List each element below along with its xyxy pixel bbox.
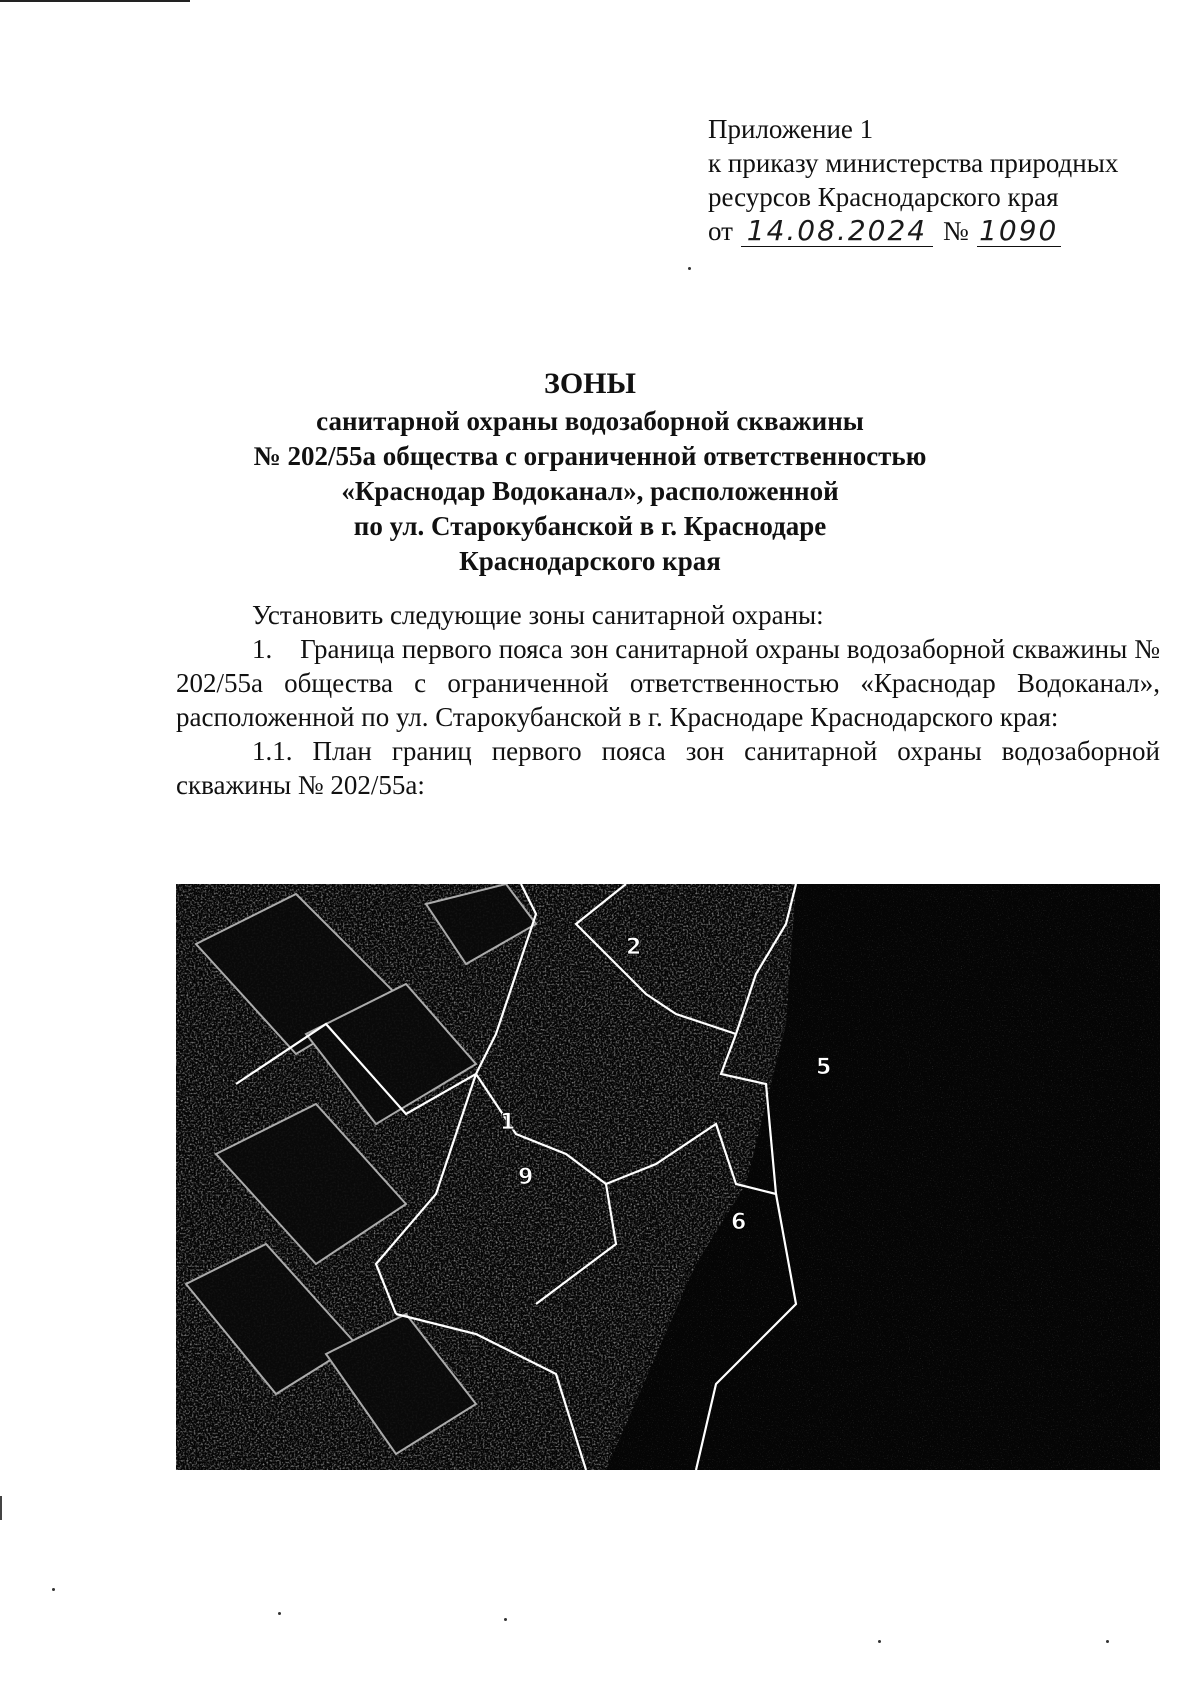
- scan-left-edge-mark: [0, 1496, 2, 1520]
- aerial-map-image: [176, 884, 1160, 1470]
- appendix-header: [708, 112, 1178, 248]
- scan-top-edge-line: [0, 0, 190, 2]
- appendix-ministry: ресурсов Краснодарского края: [708, 182, 1059, 212]
- map-label-1: 1: [500, 1110, 516, 1135]
- handwritten-number: 1090: [977, 216, 1061, 247]
- map-label-9: 9: [518, 1165, 534, 1190]
- title-line-3: «Краснодар Водоканал», расположенной: [341, 476, 839, 506]
- scan-speck: [52, 1588, 55, 1591]
- map-label-5: 5: [816, 1055, 832, 1080]
- paragraph-intro: Установить следующие зоны санитарной охраны:: [252, 600, 824, 630]
- paragraph-item-1-1: 1.1. План границ первого пояса зон санитарной охраны водозаборной скважины № 202/55а:: [176, 736, 1160, 800]
- map-label-2: 2: [626, 935, 642, 960]
- title-line-1: санитарной охраны водозаборной скважины: [316, 406, 864, 436]
- title-line-4: по ул. Старокубанской в г. Краснодаре: [353, 511, 827, 541]
- scan-speck: [878, 1640, 881, 1643]
- paragraph-item-1: 1. Граница первого пояса зон санитарной охраны водозаборной скважины № 202/55а общества с ограниченной ответственностью «Краснодар Водоканал», расположенной по ул. Старокубанской в г. Краснодаре Краснодарского края:: [176, 634, 1160, 732]
- appendix-order-ref: к приказу министерства природных: [708, 148, 1119, 178]
- number-prefix: №: [942, 216, 969, 246]
- date-prefix: от: [708, 216, 733, 246]
- document-title: [150, 366, 1030, 579]
- scan-speck: [504, 1618, 507, 1621]
- map-svg: [176, 884, 1160, 1470]
- map-label-6: 6: [731, 1210, 747, 1235]
- document-body: [176, 598, 1160, 802]
- scan-speck: [688, 267, 691, 270]
- appendix-title: Приложение 1: [708, 114, 874, 144]
- scan-speck: [278, 1612, 281, 1615]
- handwritten-date: 14.08.2024: [741, 216, 933, 247]
- appendix-date-line: [708, 214, 1178, 248]
- title-line-2: № 202/55а общества с ограниченной ответственностью: [253, 441, 927, 471]
- scan-speck: [1106, 1640, 1109, 1643]
- title-main: ЗОНЫ: [544, 367, 636, 400]
- title-line-5: Краснодарского края: [459, 546, 721, 576]
